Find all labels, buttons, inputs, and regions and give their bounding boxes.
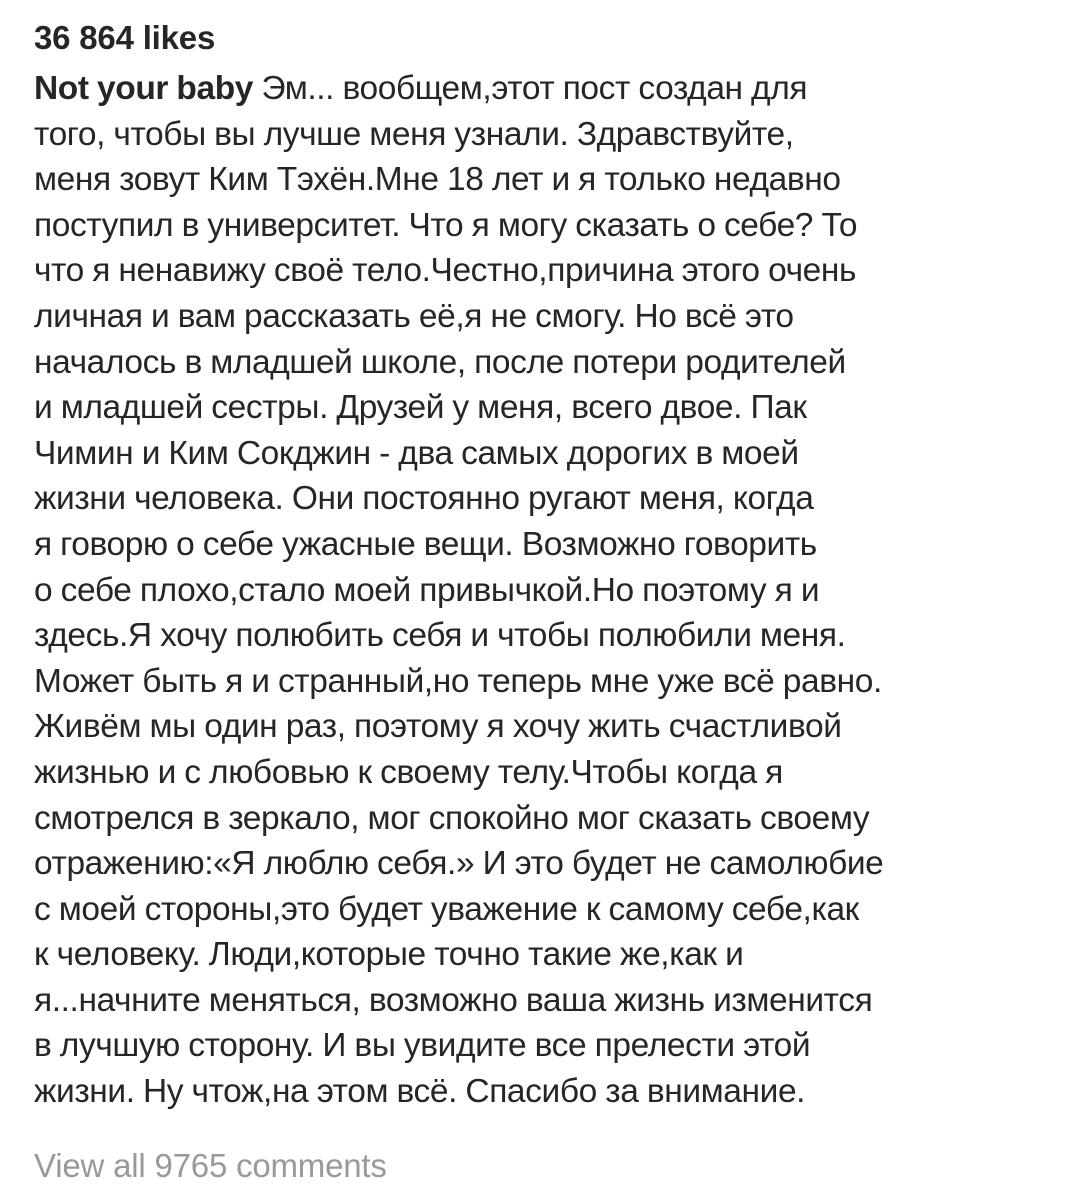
caption-text: Эм... вообщем,этот пост создан для: [261, 70, 808, 107]
caption-line: смотрелся в зеркало, мог спокойно мог сказать своему: [34, 799, 870, 837]
username-link[interactable]: Not your baby: [34, 70, 254, 107]
caption-line: я говорю о себе ужасные вещи. Возможно говорить: [34, 525, 817, 563]
caption-line: в лучшую сторону. И вы увидите все прелести этой: [34, 1027, 811, 1065]
caption-line: здесь.Я хочу полюбить себя и чтобы полюбили меня.: [34, 617, 846, 655]
caption-line: Чимин и Ким Сокджин - два самых дорогих в моей: [34, 434, 799, 472]
caption-line: я...начните меняться, возможно ваша жизнь изменится: [34, 981, 873, 1019]
caption-line: с моей стороны,это будет уважение к самому себе,как: [34, 890, 859, 928]
caption-line: личная и вам рассказать её,я не смогу. Но всё это: [34, 297, 794, 335]
caption-line: началось в младшей школе, после потери родителей: [34, 343, 846, 381]
caption-line: к человеку. Люди,которые точно такие же,как и: [34, 936, 744, 974]
caption-line: жизнью и с любовью к своему телу.Чтобы когда я: [34, 753, 783, 791]
caption-line: Живём мы один раз, поэтому я хочу жить счастливой: [34, 708, 842, 746]
caption-line: жизни. Ну чтож,на этом всё. Спасибо за внимание.: [34, 1073, 806, 1111]
caption-line: Может быть я и странный,но теперь мне уже всё равно.: [34, 662, 882, 700]
view-all-comments-link[interactable]: View all 9765 comments: [34, 1147, 387, 1184]
post-caption: [34, 66, 1064, 1115]
post-footer: [34, 14, 1064, 1115]
caption-line: меня зовут Ким Тэхён.Мне 18 лет и я только недавно: [34, 161, 841, 199]
caption-line: [34, 66, 1064, 112]
caption-line: жизни человека. Они постоянно ругают меня, когда: [34, 480, 814, 518]
caption-line: того, чтобы вы лучше меня узнали. Здравствуйте,: [34, 115, 794, 153]
likes-count[interactable]: 36 864 likes: [34, 19, 216, 56]
caption-line: отражению:«Я люблю себя.» И это будет не самолюбие: [34, 845, 884, 883]
caption-line: и младшей сестры. Друзей у меня, всего двое. Пак: [34, 389, 807, 427]
caption-line: о себе плохо,стало моей привычкой.Но поэтому я и: [34, 571, 820, 609]
caption-line: поступил в университет. Что я могу сказать о себе? То: [34, 206, 858, 244]
caption-line: что я ненавижу своё тело.Честно,причина этого очень: [34, 252, 857, 290]
